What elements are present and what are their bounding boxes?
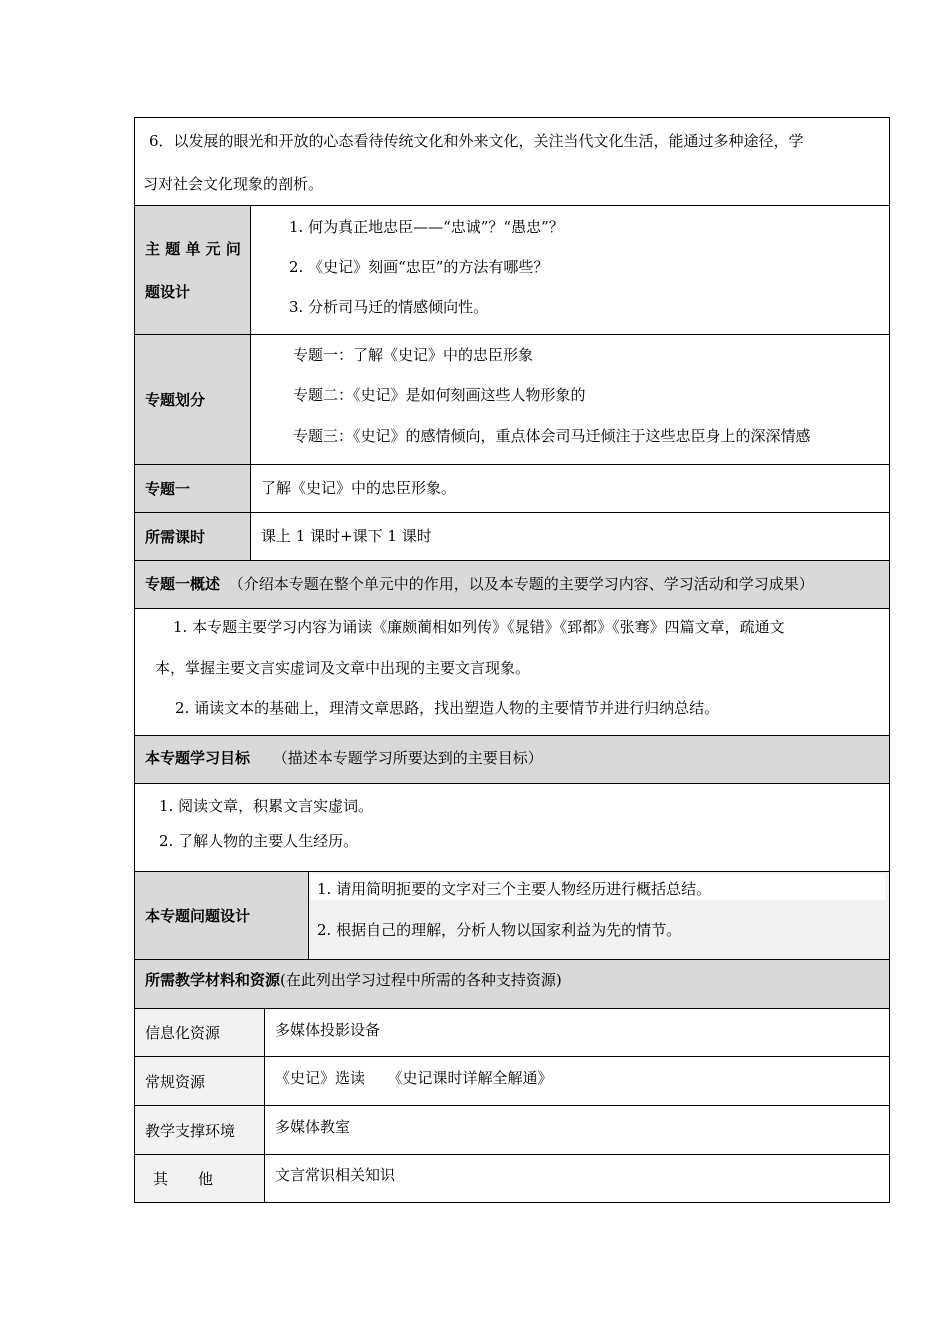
topic1-cell [251,465,889,512]
goal-item-1: 1. 阅读文章，积累文言实虚词。 [159,797,374,815]
overview-title: 专题一概述 [145,575,221,593]
goals-header [145,747,543,768]
theme-question-1: 1. 何为真正地忠臣——“忠诚”？“愚忠”？ [289,218,564,236]
goal-item-2: 2. 了解人物的主要人生经历。 [159,832,359,850]
overview-line-3: 2. 诵读文本的基础上，理清文章思路，找出塑造人物的主要情节并进行归纳总结。 [175,699,720,717]
resource-label-4: 其 他 [135,1155,265,1202]
topic1-value: 了解《史记》中的忠臣形象。 [261,479,457,497]
hours-cell [251,513,889,560]
theme-question-3: 3. 分析司马迁的情感倾向性。 [289,298,489,316]
resource-value-2: 《史记》选读 《史记课时详解全解通》 [275,1069,553,1087]
topic-item-1: 专题一：了解《史记》中的忠臣形象 [293,346,534,364]
resources-title: 所需教学材料和资源 [145,971,281,989]
resource-row-3 [134,1105,890,1154]
intro-row [134,117,890,205]
overview-line-1: 1. 本专题主要学习内容为诵读《廉颇蔺相如列传》《晁错》《郅都》《张骞》四篇文章，疏通文 [173,618,785,636]
resource-cell-3 [265,1106,889,1154]
topic1-label: 专题一 [135,465,251,512]
goals-body-row [134,783,890,871]
theme-question-2: 2. 《史记》刻画“忠臣”的方法有哪些？ [289,258,549,276]
hours-value: 课上 1 课时+课下 1 课时 [261,527,432,545]
overview-body-row [134,608,890,735]
resource-label-3: 教学支撑环境 [135,1106,265,1154]
intro-line-2: 习对社会文化现象的剖析。 [143,175,324,193]
lesson-plan-table [134,117,890,1203]
theme-questions-cell [251,206,889,334]
topics-label: 专题划分 [135,335,251,464]
resource-cell-4 [265,1155,889,1202]
theme-questions-label-line2: 题设计 [145,283,191,301]
resource-label-1: 信息化资源 [135,1009,265,1056]
theme-questions-label-line1: 主 题 单 元 问 [145,240,241,258]
resources-header-row [134,959,890,1008]
topic-item-3: 专题三：《史记》的感情倾向，重点体会司马迁倾注于这些忠臣身上的深深情感 [293,427,811,445]
intro-line-1: 6．以发展的眼光和开放的心态看待传统文化和外来文化，关注当代文化生活，能通过多种途径，学 [149,132,804,150]
resource-label-2: 常规资源 [135,1057,265,1105]
goals-header-row [134,735,890,783]
problem-item-2: 2. 根据自己的理解，分析人物以国家利益为先的情节。 [317,921,682,939]
resource-value-4: 文言常识相关知识 [275,1166,396,1184]
topic1-row [134,464,890,512]
goals-title: 本专题学习目标 [145,749,251,767]
resource-row-2 [134,1056,890,1105]
overview-header-row [134,560,890,608]
hours-row [134,512,890,560]
resources-header [145,969,562,990]
topics-row [134,334,890,464]
topics-cell [251,335,889,464]
problems-cell [309,872,889,959]
overview-header [145,573,814,594]
problems-row [134,871,890,959]
overview-line-2: 本，掌握主要文言实虚词及文章中出现的主要文言现象。 [155,659,531,677]
resource-value-3: 多媒体教室 [275,1118,351,1136]
theme-questions-label [135,206,251,334]
resources-note: (在此列出学习过程中所需的各种支持资源) [280,971,562,989]
problem-item-1: 1. 请用简明扼要的文字对三个主要人物经历进行概括总结。 [317,880,712,898]
problems-label: 本专题问题设计 [135,872,309,959]
resource-value-1: 多媒体投影设备 [275,1021,381,1039]
resource-row-4 [134,1154,890,1203]
topic-item-2: 专题二：《史记》是如何刻画这些人物形象的 [293,386,586,404]
goals-note: （描述本专题学习所要达到的主要目标） [272,749,543,767]
overview-note: （介绍本专题在整个单元中的作用，以及本专题的主要学习内容、学习活动和学习成果） [228,575,814,593]
resource-cell-2 [265,1057,889,1105]
resource-cell-1 [265,1009,889,1056]
resource-row-1 [134,1008,890,1056]
theme-questions-row [134,205,890,334]
hours-label: 所需课时 [135,513,251,560]
